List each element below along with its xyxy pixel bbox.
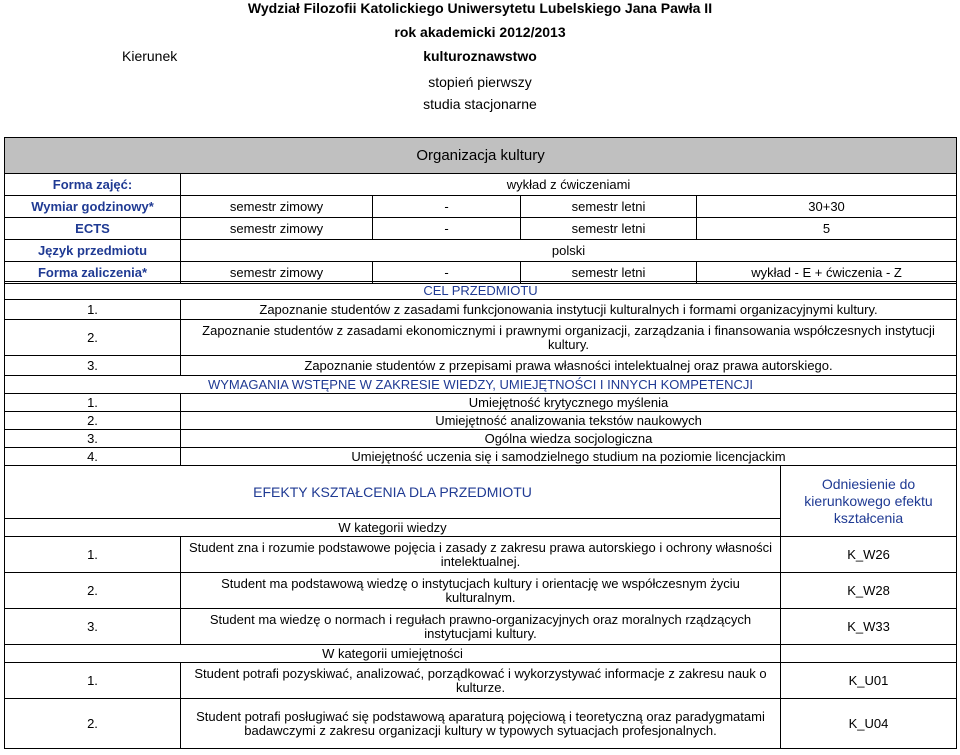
wymiar-row	[5, 196, 957, 218]
zaliczenie-sem-letni: semestr letni	[521, 262, 697, 284]
cel-item-text: Zapoznanie studentów z zasadami funkcjonowania instytucji kulturalnych i formami organizacyjnymi kultury.	[181, 300, 957, 320]
academic-year: rok akademicki 2012/2013	[394, 24, 566, 40]
efekt-num: 1.	[5, 537, 181, 573]
umiejetnosci-heading-spacer	[781, 645, 957, 663]
forma-zajec-value: wykład z ćwiczeniami	[181, 174, 957, 196]
ects-sem-zimowy: semestr zimowy	[181, 218, 373, 240]
efekt-row	[5, 699, 957, 749]
efekt-code: K_W33	[781, 609, 957, 645]
cel-heading: CEL PRZEDMIOTU	[5, 282, 957, 300]
cel-item-num: 1.	[5, 300, 181, 320]
wymiar-sem-letni: semestr letni	[521, 196, 697, 218]
efekt-num: 1.	[5, 663, 181, 699]
efekt-code: K_U01	[781, 663, 957, 699]
wymagania-item-text: Umiejętność analizowania tekstów naukowych	[181, 412, 957, 430]
ects-label: ECTS	[5, 218, 181, 240]
efekty-table	[4, 465, 957, 749]
efekt-row	[5, 537, 957, 573]
wymagania-item-text: Umiejętność uczenia się i samodzielnego studium na poziomie licencjackim	[181, 448, 957, 466]
wymagania-item-text: Umiejętność krytycznego myślenia	[181, 394, 957, 412]
zaliczenie-sem-zimowy: semestr zimowy	[181, 262, 373, 284]
efekty-heading: EFEKTY KSZTAŁCENIA DLA PRZEDMIOTU	[5, 466, 781, 519]
efekt-num: 3.	[5, 609, 181, 645]
ects-value: 5	[697, 218, 957, 240]
zaliczenie-label: Forma zaliczenia*	[5, 262, 181, 284]
efekt-row	[5, 573, 957, 609]
efekt-num: 2.	[5, 573, 181, 609]
ects-sem-letni: semestr letni	[521, 218, 697, 240]
kierunek-value: kulturoznawstwo	[423, 48, 537, 64]
wymagania-item-num: 1.	[5, 394, 181, 412]
cel-item-text: Zapoznanie studentów z zasadami ekonomicznymi i prawnymi organizacji, zarządzania i finansowania współczesnych instytucji kultury.	[181, 320, 957, 356]
cel-wymagania-table	[4, 281, 957, 466]
zaliczenie-value: wykład - E + ćwiczenia - Z	[697, 262, 957, 284]
efekt-row	[5, 609, 957, 645]
efekt-text: Student potrafi posługiwać się podstawową aparaturą pojęciową i teoretyczną oraz paradygmatami badawczymi z zakresu organizacji kultury w typowych sytuacjach profesjonalnych.	[181, 699, 781, 749]
cel-item	[5, 300, 957, 320]
wymagania-item	[5, 430, 957, 448]
wymagania-item	[5, 394, 957, 412]
cel-item-num: 2.	[5, 320, 181, 356]
wymiar-label: Wymiar godzinowy*	[5, 196, 181, 218]
ects-dash: -	[373, 218, 521, 240]
umiejetnosci-heading: W kategorii umiejętności	[5, 645, 781, 663]
wymagania-heading: WYMAGANIA WSTĘPNE W ZAKRESIE WIEDZY, UMIEJĘTNOŚCI I INNYCH KOMPETENCJI	[5, 376, 957, 394]
cel-item	[5, 320, 957, 356]
wymagania-item	[5, 412, 957, 430]
course-info-table	[4, 137, 957, 284]
degree-level: stopień pierwszy	[428, 74, 532, 90]
efekt-text: Student zna i rozumie podstawowe pojęcia i zasady z zakresu prawa autorskiego i ochrony własności intelektualnej.	[181, 537, 781, 573]
efekt-text: Student ma wiedzę o normach i regułach prawno-organizacyjnych oraz moralnych rządzących instytucjami kultury.	[181, 609, 781, 645]
jezyk-label: Język przedmiotu	[5, 240, 181, 262]
efekt-code: K_W28	[781, 573, 957, 609]
efekt-row	[5, 663, 957, 699]
wymagania-item-num: 3.	[5, 430, 181, 448]
efekt-code: K_U04	[781, 699, 957, 749]
course-title: Organizacja kultury	[5, 138, 957, 174]
cel-item-num: 3.	[5, 356, 181, 376]
study-mode: studia stacjonarne	[423, 96, 537, 112]
wymagania-item-num: 2.	[5, 412, 181, 430]
wymagania-item-text: Ogólna wiedza socjologiczna	[181, 430, 957, 448]
jezyk-row	[5, 240, 957, 262]
kierunek-label: Kierunek	[122, 48, 178, 64]
course-title-row	[5, 138, 957, 174]
efekt-text: Student ma podstawową wiedzę o instytucjach kultury i orientację we współczesnym życiu kulturalnym.	[181, 573, 781, 609]
zaliczenie-dash: -	[373, 262, 521, 284]
cel-item	[5, 356, 957, 376]
wiedza-heading: W kategorii wiedzy	[5, 519, 781, 537]
odniesienie-heading: Odniesienie do kierunkowego efektu kształcenia	[781, 466, 957, 537]
jezyk-value: polski	[181, 240, 957, 262]
efekt-text: Student potrafi pozyskiwać, analizować, porządkować i wykorzystywać informacje z zakresu nauk o kulturze.	[181, 663, 781, 699]
cel-item-text: Zapoznanie studentów z przepisami prawa własności intelektualnej oraz prawa autorskiego.	[181, 356, 957, 376]
wymagania-item-num: 4.	[5, 448, 181, 466]
ects-row	[5, 218, 957, 240]
wymiar-value: 30+30	[697, 196, 957, 218]
efekt-code: K_W26	[781, 537, 957, 573]
wymiar-dash: -	[373, 196, 521, 218]
wymagania-item	[5, 448, 957, 466]
efekt-num: 2.	[5, 699, 181, 749]
faculty-title: Wydział Filozofii Katolickiego Uniwersytetu Lubelskiego Jana Pawła II	[247, 0, 713, 16]
wymiar-sem-zimowy: semestr zimowy	[181, 196, 373, 218]
forma-zajec-row	[5, 174, 957, 196]
forma-zajec-label: Forma zajęć:	[5, 174, 181, 196]
